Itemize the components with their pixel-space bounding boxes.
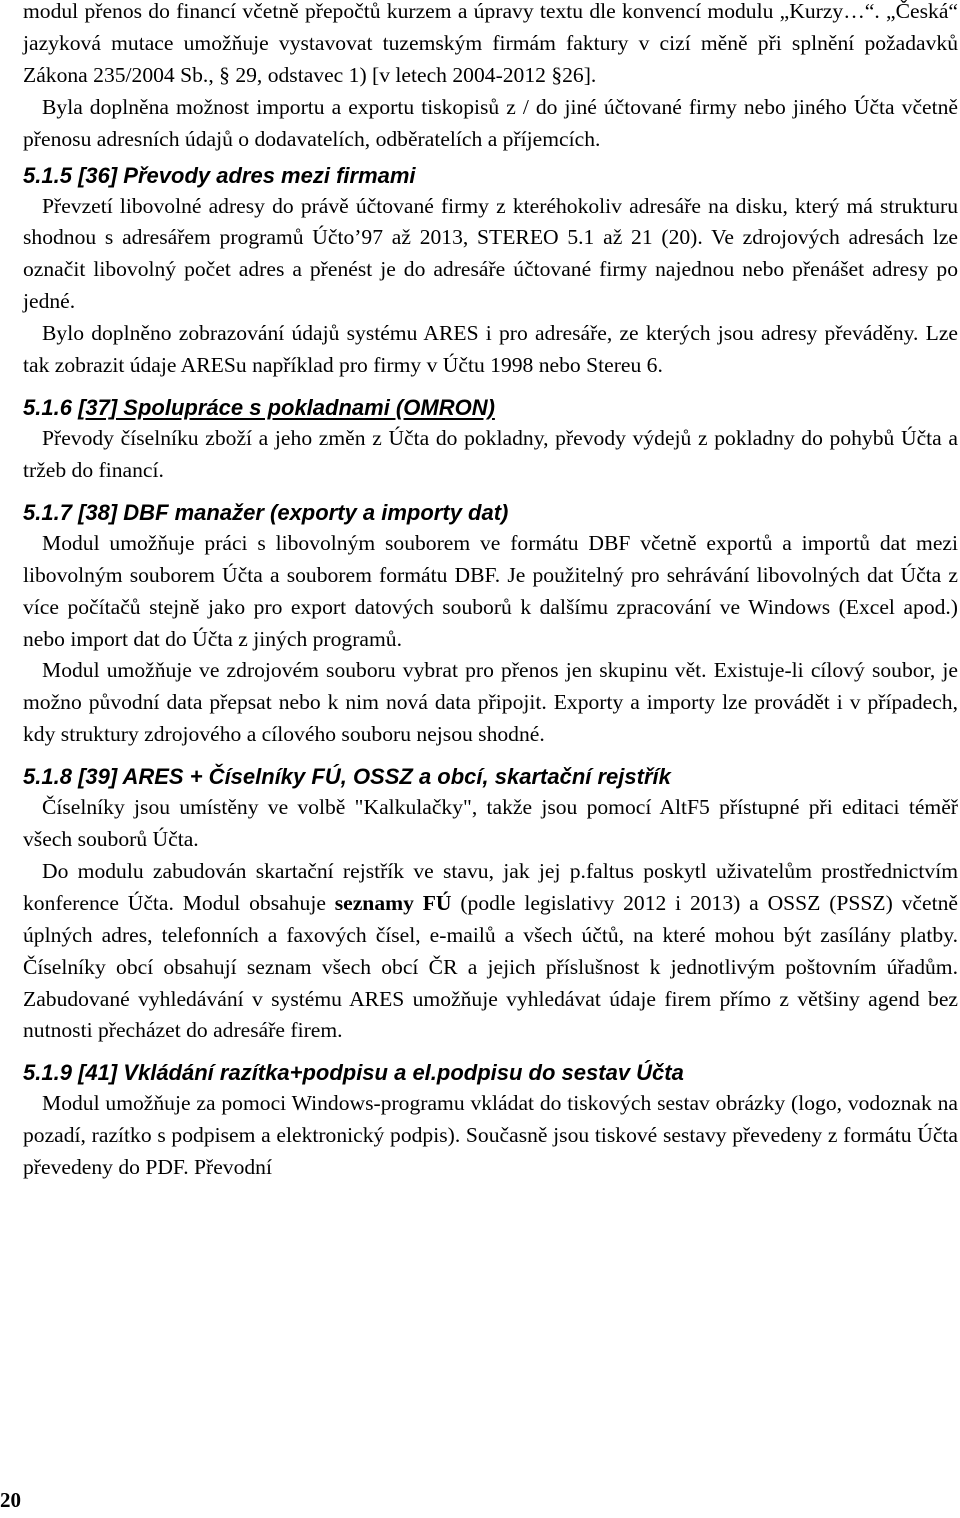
section-title: [38] DBF manažer (exporty a importy dat) <box>78 499 509 525</box>
section-number: 5.1.5 <box>23 162 72 188</box>
paragraph-text: Do modulu zabudován skartační rejstřík ve stavu, jak jej p.faltus poskytl uživatelům prostřednictvím konference Účta. Modul obsahuje <box>23 858 958 915</box>
section-paragraph: Bylo doplněno zobrazování údajů systému ARES i pro adresáře, ze kterých jsou adresy převáděny. Lze tak zobrazit údaje ARESu například pro firmy v Účtu 1998 nebo Stereu 6. <box>23 321 958 378</box>
section-paragraph <box>23 856 958 1047</box>
section-paragraph: Modul umožňuje ve zdrojovém souboru vybrat pro přenos jen skupinu vět. Existuje-li cílový soubor, je možno původní data přepsat nebo k nim nová data připojit. Exporty a importy lze provádět i v případech, kdy struktury zdrojového a cílového souboru nejsou shodné. <box>23 658 958 747</box>
bold-term: seznamy FÚ <box>334 890 452 915</box>
section-paragraph: Modul umožňuje za pomoci Windows-programu vkládat do tiskových sestav obrázky (logo, vodoznak na pozadí, razítko s podpisem a elektronický podpis). Současně jsou tiskové sestavy převedeny z formátu Účta převedeny do PDF. Převodní <box>23 1091 958 1180</box>
section-paragraph: Převzetí libovolné adresy do právě účtované firmy z kteréhokoliv adresáře na disku, který má strukturu shodnou s adresářem programů Účto’97 až 2013, STEREO 5.1 až 21 (20). Ve zdrojových adresách lze označit libovolný počet adres a přenést je do adresáře účtované firmy najednou nebo přenášet adresy po jedné. <box>23 193 958 314</box>
section-title: [41] Vkládání razítka+podpisu a el.podpisu do sestav Účta <box>78 1060 684 1086</box>
section-number: 5.1.6 <box>23 394 72 420</box>
section-title: [39] ARES + Číselníky FÚ, OSSZ a obcí, skartační rejstřík <box>78 764 671 790</box>
document-page <box>23 0 958 1184</box>
section-paragraph: Modul umožňuje práci s libovolným souborem ve formátu DBF včetně exportů a importů dat mezi libovolným souborem Účta a souborem formátu DBF. Je použitelný pro sehrávání libovolných dat Účta z více počítačů stejně jako pro export datových souborů k dalšímu zpracování ve Windows (Excel apod.) nebo import dat do Účta z jiných programů. <box>23 530 958 651</box>
section-title: [36] Převody adres mezi firmami <box>78 162 416 188</box>
intro-paragraph: modul přenos do financí včetně přepočtů kurzem a úpravy textu dle konvencí modulu „Kurzy…“. „Česká“ jazyková mutace umožňuje vystavovat tuzemským firmám faktury v cizí měně při splnění požadavků Zákona 235/2004 Sb., § 29, odstavec 1) [v letech 2004-2012 §26]. <box>23 0 958 87</box>
section-number: 5.1.9 <box>23 1060 72 1086</box>
intro-paragraph: Byla doplněna možnost importu a exportu tiskopisů z / do jiné účtované firmy nebo jiného Účta včetně přenosu adresních údajů o dodavatelích, odběratelích a příjemcích. <box>23 94 958 151</box>
section-heading-5-1-6 <box>23 393 958 423</box>
section-paragraph: Číselníky jsou umístěny ve volbě "Kalkulačky", takže jsou pomocí AltF5 přístupné při editaci téměř všech souborů Účta. <box>23 795 958 852</box>
page-number: 20 <box>0 1488 21 1512</box>
section-heading-5-1-8 <box>23 762 958 792</box>
section-paragraph: Převody číselníku zboží a jeho změn z Účta do pokladny, převody výdejů z pokladny do pohybů Účta a tržeb do financí. <box>23 425 958 482</box>
section-title: [37] Spolupráce s pokladnami (OMRON) <box>78 394 495 420</box>
section-number: 5.1.8 <box>23 764 72 790</box>
section-heading-5-1-9 <box>23 1058 958 1088</box>
section-heading-5-1-5 <box>23 161 958 191</box>
section-number: 5.1.7 <box>23 499 72 525</box>
paragraph-text: (podle legislativy 2012 i 2013) a OSSZ (PSSZ) včetně úplných adres, telefonních a faxových čísel, e-mailů a všech účtů, na které mohou být zasílány platby. Číselníky obcí obsahují seznam všech obcí ČR a jejich příslušnost k jednotlivým poštovním úřadům. Zabudované vyhledávání v systému ARES umožňuje vyhledávat údaje firem přímo z většiny agend bez nutnosti přecházet do adresáře firem. <box>23 890 958 1043</box>
section-heading-5-1-7 <box>23 498 958 528</box>
